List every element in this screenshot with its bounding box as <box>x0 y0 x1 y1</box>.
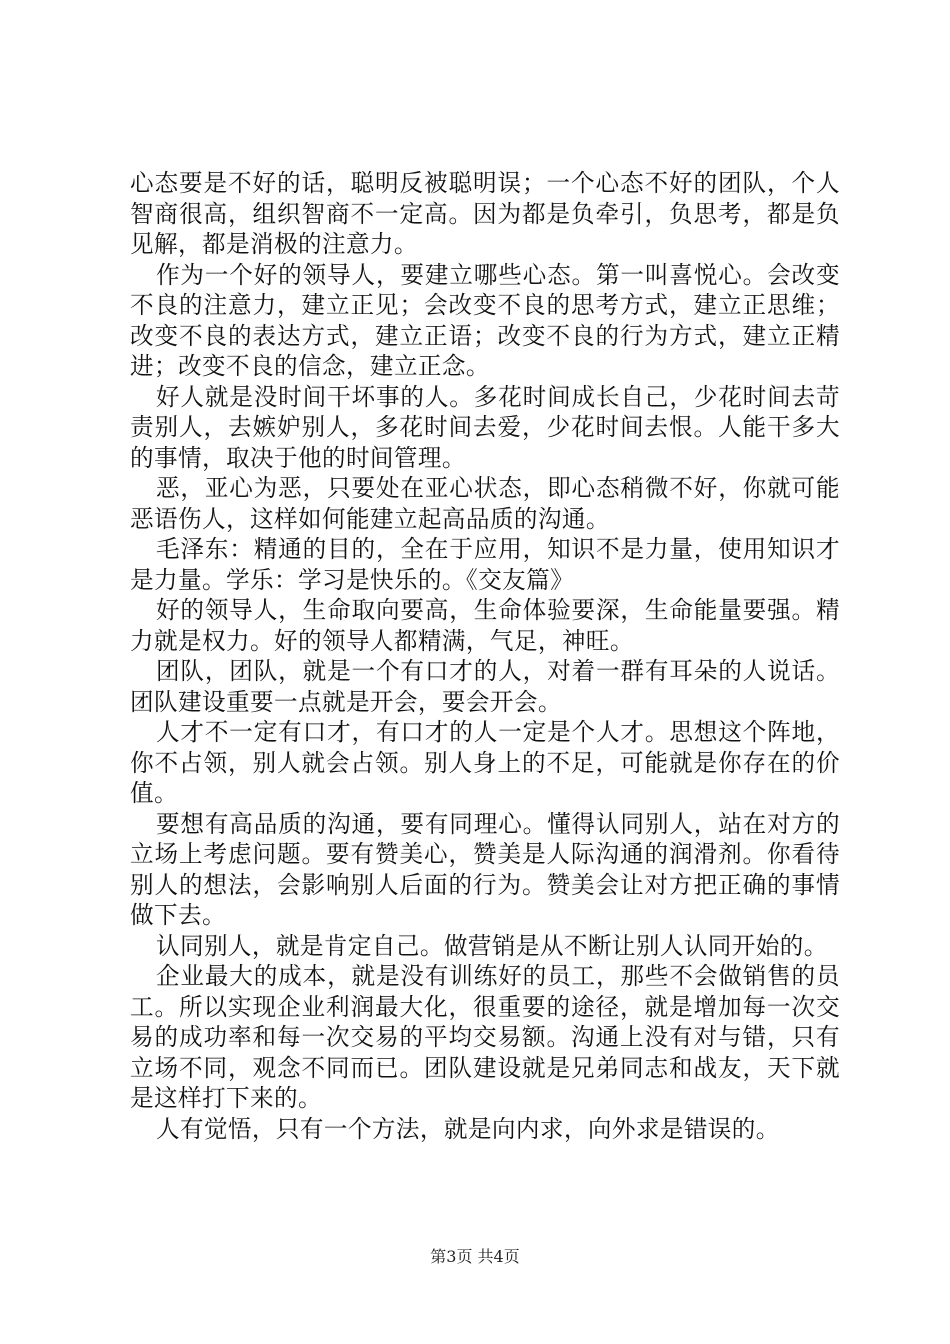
paragraph: 好人就是没时间干坏事的人。多花时间成长自己，少花时间去苛责别人，去嫉妒别人，多花时间去爱，少花时间去恨。人能干多大的事情，取决于他的时间管理。 <box>130 382 840 472</box>
paragraph: 认同别人，就是肯定自己。做营销是从不断让别人认同开始的。 <box>155 931 828 960</box>
paragraph: 恶，亚心为恶，只要处在亚心状态，即心态稍微不好，你就可能恶语伤人，这样如何能建立起高品质的沟通。 <box>130 474 840 533</box>
paragraph: 作为一个好的领导人，要建立哪些心态。第一叫喜悦心。会改变不良的注意力，建立正见；会改变不良的思考方式，建立正思维；改变不良的表达方式，建立正语；改变不良的行为方式，建立正精进；改变不良的信念，建立正念。 <box>130 260 840 380</box>
paragraph: 好的领导人，生命取向要高，生命体验要深，生命能量要强。精力就是权力。好的领导人都精满，气足，神旺。 <box>130 596 840 655</box>
paragraph: 要想有高品质的沟通，要有同理心。懂得认同别人，站在对方的立场上考虑问题。要有赞美心，赞美是人际沟通的润滑剂。你看待别人的想法，会影响别人后面的行为。赞美会让对方把正确的事情做下去。 <box>130 809 840 929</box>
paragraph: 企业最大的成本，就是没有训练好的员工，那些不会做销售的员工。所以实现企业利润最大化，很重要的途径，就是增加每一次交易的成功率和每一次交易的平均交易额。沟通上没有对与错，只有立场不同，观念不同而已。团队建设就是兄弟同志和战友，天下就是这样打下来的。 <box>130 962 840 1112</box>
paragraph: 人有觉悟，只有一个方法，就是向内求，向外求是错误的。 <box>155 1114 780 1143</box>
paragraph: 心态要是不好的话，聪明反被聪明误；一个心态不好的团队，个人智商很高，组织智商不一定高。因为都是负牵引，负思考，都是负见解，都是消极的注意力。 <box>130 169 840 258</box>
document-body <box>130 168 840 1144</box>
page-number-footer: 第3页 共4页 <box>430 1247 520 1266</box>
paragraph: 人才不一定有口才，有口才的人一定是个人才。思想这个阵地，你不占领，别人就会占领。别人身上的不足，可能就是你存在的价值。 <box>130 718 840 807</box>
paragraph: 毛泽东：精通的目的，全在于应用，知识不是力量，使用知识才是力量。学乐：学习是快乐的。《交友篇》 <box>130 535 840 594</box>
paragraph: 团队，团队，就是一个有口才的人，对着一群有耳朵的人说话。团队建设重要一点就是开会，要会开会。 <box>130 657 840 716</box>
